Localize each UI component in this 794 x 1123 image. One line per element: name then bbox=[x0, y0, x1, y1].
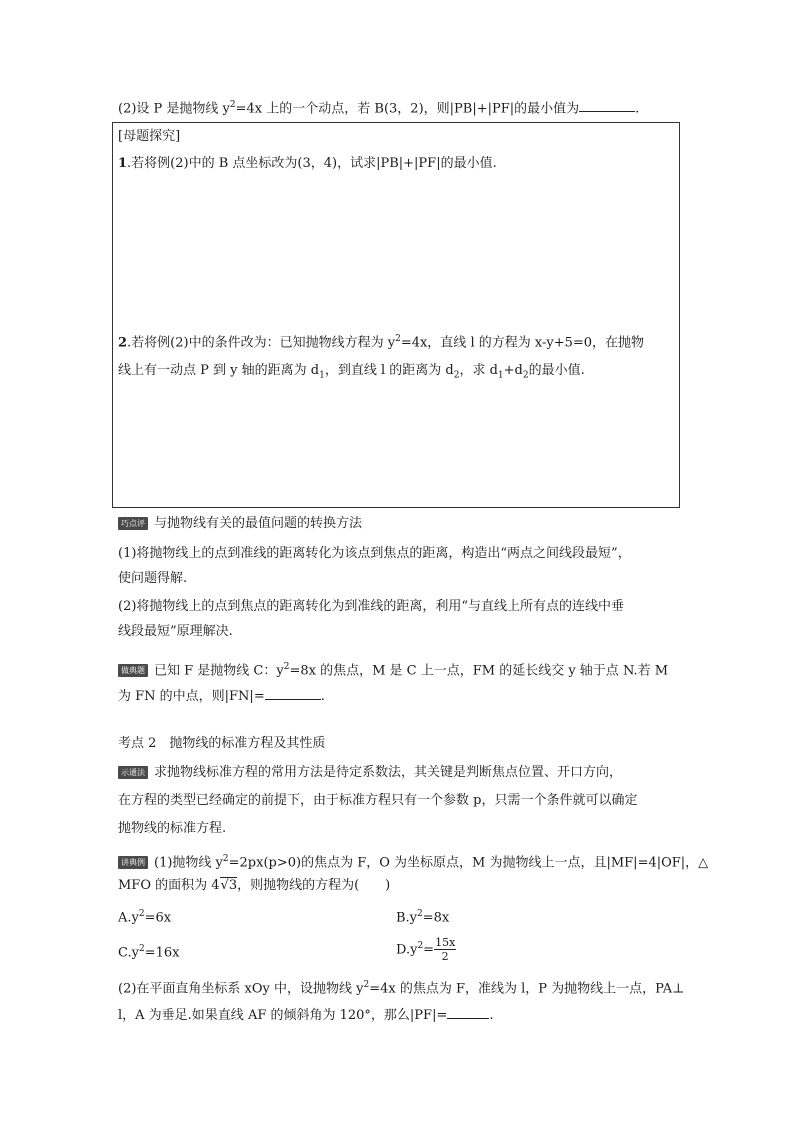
sqrt-symbol: √3 bbox=[220, 878, 238, 893]
method-line1 bbox=[118, 764, 622, 782]
ex2-l1-b: =4x 的焦点为 F，准线为 l，P 为抛物线上一点，PA⊥ bbox=[369, 981, 685, 997]
example-line2 bbox=[118, 877, 390, 895]
opt-b-sup: 2 bbox=[417, 909, 423, 919]
explore-item-1 bbox=[118, 155, 497, 173]
ex-l1-a: (1)抛物线 y bbox=[154, 855, 223, 871]
tips-heading bbox=[118, 515, 362, 533]
opt-b-eq: =8x bbox=[422, 910, 450, 926]
practice-line2 bbox=[118, 685, 325, 706]
frac-num: 15x bbox=[435, 936, 456, 950]
item2-l2-b: ，到直线 l 的距离为 d bbox=[324, 363, 454, 378]
tips-p2-line2: 线段最短”原理解决. bbox=[118, 624, 233, 639]
tips-p1-line1: (1)将抛物线上的点到准线的距离转化为该点到焦点的距离，构造出“两点之间线段最短”， bbox=[118, 546, 631, 561]
item2-number: 2 bbox=[118, 335, 128, 351]
example-line1 bbox=[118, 850, 708, 872]
q2-sup: 2 bbox=[229, 100, 236, 110]
question-2-intro bbox=[118, 96, 639, 118]
answer-blank[interactable] bbox=[447, 1004, 489, 1019]
opt-d-sup: 2 bbox=[417, 941, 424, 951]
ex2-l2-end: . bbox=[489, 1008, 494, 1023]
answer-blank[interactable] bbox=[265, 685, 321, 700]
q2-end: . bbox=[635, 101, 640, 117]
opt-c-text: C.y bbox=[118, 945, 139, 961]
ex-l1-sup: 2 bbox=[222, 854, 229, 864]
practice-tag-icon: 做典题 bbox=[118, 664, 148, 677]
method-tag-icon: 示通法 bbox=[118, 766, 148, 779]
item2-sub2: 2 bbox=[453, 370, 460, 381]
ex-l2-a: MFO 的面积为 4 bbox=[118, 878, 220, 893]
option-b[interactable] bbox=[396, 905, 449, 927]
method-l1: 求抛物线标准方程的常用方法是待定系数法，其关键是判断焦点位置、开口方向， bbox=[154, 765, 623, 780]
ex2-l2-a: l，A 为垂足.如果直线 AF 的倾斜角为 120°，那么|PF|= bbox=[118, 1008, 448, 1023]
option-d[interactable] bbox=[396, 932, 456, 964]
practice-sup: 2 bbox=[283, 662, 290, 672]
example2-line2 bbox=[118, 1004, 494, 1025]
q2-prefix: (2)设 P 是抛物线 y bbox=[118, 101, 230, 117]
mother-problem-box bbox=[112, 122, 680, 508]
tips-tag-icon: 巧点评 bbox=[118, 517, 148, 530]
item2-l2-d: +d bbox=[503, 363, 523, 378]
item2-text-a: .若将例(2)中的条件改为：已知抛物线方程为 y bbox=[127, 335, 396, 351]
explore-item-2-line2 bbox=[118, 362, 585, 385]
opt-d-text: D.y bbox=[396, 942, 418, 958]
practice-line1 bbox=[118, 658, 668, 680]
sqrt-value: 3 bbox=[228, 878, 238, 893]
opt-a-sup: 2 bbox=[138, 909, 145, 919]
example2-line1 bbox=[118, 976, 684, 998]
item2-sub1: 1 bbox=[319, 370, 325, 381]
opt-c-sup: 2 bbox=[138, 944, 145, 954]
opt-d-eq: = bbox=[423, 942, 435, 958]
ex-l1-b: =2px(p>0)的焦点为 F，O 为坐标原点，M 为抛物线上一点，且|MF|=4|OF|，△ bbox=[228, 855, 709, 871]
method-line2: 在方程的类型已经确定的前提下，由于标准方程只有一个参数 p，只需一个条件就可以确定 bbox=[118, 793, 638, 808]
item1-text: .若将例(2)中的 B 点坐标改为(3，4)，试求|PB|+|PF|的最小值. bbox=[127, 156, 497, 171]
item2-sub4: 2 bbox=[522, 370, 529, 381]
option-a[interactable] bbox=[118, 905, 171, 927]
opt-a-eq: =6x bbox=[144, 910, 172, 926]
opt-c-eq: =16x bbox=[144, 945, 180, 961]
practice-l2-end: . bbox=[320, 689, 325, 704]
ex-l2-b: ，则抛物线的方程为( ) bbox=[237, 878, 391, 893]
ex2-sup: 2 bbox=[363, 980, 370, 990]
option-c[interactable] bbox=[118, 940, 179, 962]
practice-l1-a: 已知 F 是抛物线 C：y bbox=[154, 663, 284, 679]
item1-number: 1 bbox=[118, 156, 128, 171]
item2-l2-c: ，求 d bbox=[459, 363, 498, 378]
explore-item-2-line1 bbox=[118, 330, 644, 352]
opt-b-text: B.y bbox=[396, 910, 418, 926]
tips-p1-line2: 使问题得解. bbox=[118, 571, 188, 586]
frac-den: 2 bbox=[441, 950, 449, 964]
practice-l2: 为 FN 的中点，则|FN|= bbox=[118, 689, 265, 704]
item2-text-b: =4x，直线 l 的方程为 x-y+5=0，在抛物 bbox=[400, 335, 645, 351]
opt-d-fraction bbox=[434, 936, 456, 963]
box-title: [母题探究] bbox=[118, 129, 181, 144]
method-line3: 抛物线的标准方程. bbox=[118, 821, 227, 836]
item2-sup: 2 bbox=[395, 334, 401, 344]
item2-l2-e: 的最小值. bbox=[528, 363, 585, 378]
q2-suffix: =4x 上的一个动点，若 B(3，2)，则|PB|+|PF|的最小值为 bbox=[235, 101, 580, 117]
item2-sub3: 1 bbox=[497, 370, 504, 381]
example-tag-icon: 讲典例 bbox=[118, 856, 148, 869]
ex2-l1-a: (2)在平面直角坐标系 xOy 中，设抛物线 y bbox=[118, 981, 364, 997]
tips-title: 与抛物线有关的最值问题的转换方法 bbox=[154, 516, 363, 531]
item2-l2-a: 线上有一动点 P 到 y 轴的距离为 d bbox=[118, 363, 320, 378]
opt-a-text: A.y bbox=[118, 910, 139, 926]
answer-blank[interactable] bbox=[579, 97, 635, 112]
tips-p2-line1: (2)将抛物线上的点到焦点的距离转化为到准线的距离，利用“与直线上所有点的连线中垂 bbox=[118, 599, 625, 614]
section-title: 考点 2 抛物线的标准方程及其性质 bbox=[118, 736, 326, 751]
practice-l1-b: =8x 的焦点，M 是 C 上一点，FM 的延长线交 y 轴于点 N.若 M bbox=[289, 663, 669, 679]
